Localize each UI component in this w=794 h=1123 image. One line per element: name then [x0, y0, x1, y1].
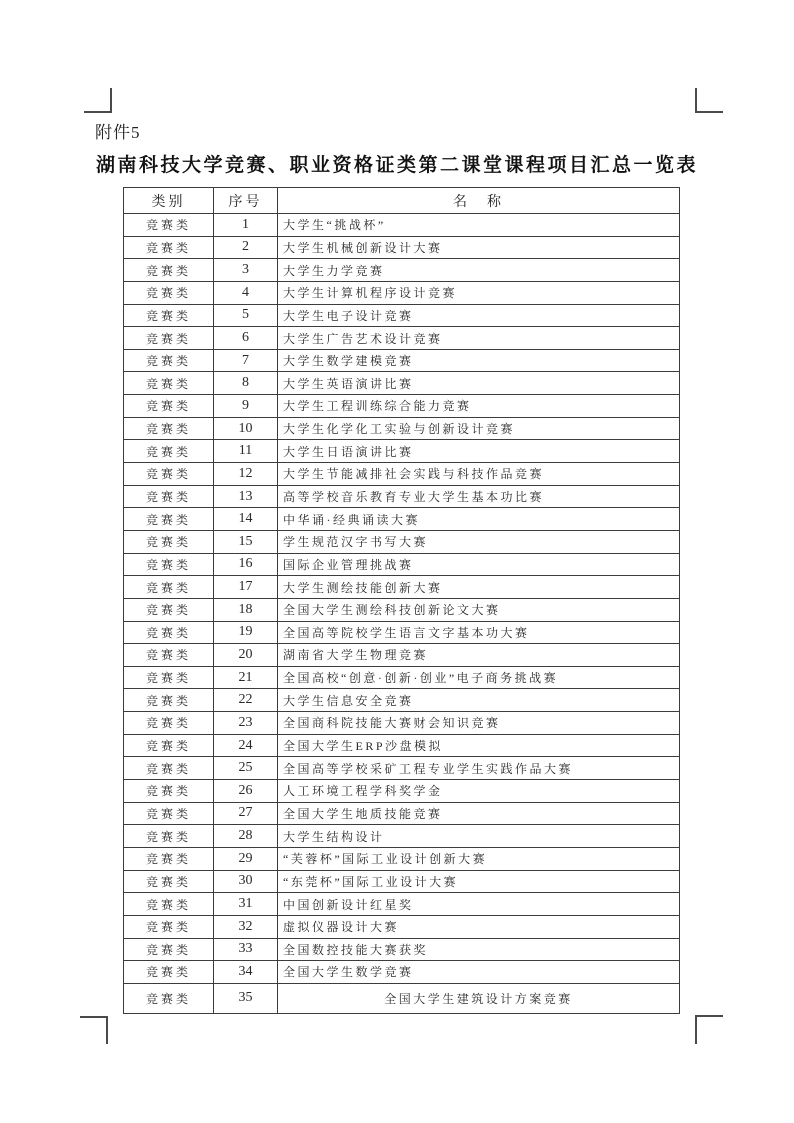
row-name: 大学生结构设计 [283, 829, 385, 844]
row-name: 高等学校音乐教育专业大学生基本功比赛 [283, 490, 545, 504]
row-category: 竞赛类 [124, 463, 214, 485]
table-row [124, 439, 679, 462]
table-row [124, 304, 679, 327]
row-name: 大学生节能减排社会实践与科技作品竞赛 [283, 467, 545, 482]
row-category: 竞赛类 [124, 508, 214, 530]
table-row [124, 802, 679, 825]
row-category: 竞赛类 [124, 689, 214, 711]
row-name: 大学生信息安全竞赛 [283, 693, 414, 708]
row-number: 12 [214, 463, 278, 485]
row-number: 21 [214, 667, 278, 689]
row-category: 竞赛类 [124, 237, 214, 259]
row-number: 13 [214, 486, 278, 508]
row-name: 大学生计算机程序设计竞赛 [283, 286, 458, 301]
row-category: 竞赛类 [124, 939, 214, 961]
row-category: 竞赛类 [124, 667, 214, 689]
row-category: 竞赛类 [124, 622, 214, 644]
table-row [124, 779, 679, 802]
row-number: 18 [214, 599, 278, 621]
row-category: 竞赛类 [124, 531, 214, 553]
table-row [124, 983, 679, 1013]
table-row [124, 892, 679, 915]
table-row [124, 711, 679, 734]
crop-mark-top-left [84, 88, 112, 113]
header-cell-name: 名 称 [453, 194, 504, 210]
summary-table [123, 187, 680, 1014]
row-number: 11 [214, 440, 278, 462]
table-row [124, 756, 679, 779]
table-row [124, 281, 679, 304]
attachment-label: 附件5 [95, 123, 141, 142]
row-number: 31 [214, 893, 278, 915]
row-name: 全国高等院校学生语言文字基本功大赛 [283, 625, 530, 640]
row-category: 竞赛类 [124, 305, 214, 327]
row-category: 竞赛类 [124, 350, 214, 372]
row-category: 竞赛类 [124, 395, 214, 417]
row-name: 全国高校“创意·创新·创业”电子商务挑战赛 [283, 671, 559, 686]
table-row [124, 485, 679, 508]
table-row [124, 870, 679, 893]
row-number: 15 [214, 531, 278, 553]
row-name: 大学生机械创新设计大赛 [283, 240, 443, 255]
row-number: 19 [214, 622, 278, 644]
row-name: 全国大学生建筑设计方案竞赛 [384, 991, 573, 1006]
row-category: 竞赛类 [124, 599, 214, 621]
row-number: 7 [214, 350, 278, 372]
row-number: 34 [214, 961, 278, 983]
row-number: 8 [214, 372, 278, 394]
row-category: 竞赛类 [124, 916, 214, 938]
crop-mark-bottom-left [80, 1016, 108, 1044]
table-row [124, 915, 679, 938]
row-category: 竞赛类 [124, 259, 214, 281]
page-title: 湖南科技大学竞赛、职业资格证类第二课堂课程项目汇总一览表 [95, 155, 698, 176]
row-name: 全国商科院技能大赛财会知识竞赛 [283, 716, 501, 731]
table-row [124, 938, 679, 961]
table-row [124, 688, 679, 711]
crop-mark-bottom-right [695, 1015, 723, 1044]
row-name: 中国创新设计红星奖 [283, 897, 414, 912]
table-row [124, 326, 679, 349]
row-name: 大学生测绘技能创新大赛 [283, 580, 443, 595]
row-category: 竞赛类 [124, 735, 214, 757]
row-category: 竞赛类 [124, 554, 214, 576]
table-row [124, 643, 679, 666]
row-name: 全国大学生数学竞赛 [283, 965, 414, 980]
row-name: 大学生化学化工实验与创新设计竞赛 [283, 422, 516, 437]
row-number: 30 [214, 871, 278, 893]
row-category: 竞赛类 [124, 214, 214, 236]
row-name: 全国高等学校采矿工程专业学生实践作品大赛 [283, 761, 574, 776]
row-name: 大学生力学竞赛 [283, 263, 385, 278]
row-category: 竞赛类 [124, 893, 214, 915]
table-row [124, 507, 679, 530]
row-name: 大学生英语演讲比赛 [283, 376, 414, 391]
row-name: 大学生电子设计竞赛 [283, 308, 414, 323]
header-cell-number: 序号 [214, 188, 278, 213]
row-category: 竞赛类 [124, 848, 214, 870]
row-number: 23 [214, 712, 278, 734]
row-number: 29 [214, 848, 278, 870]
table-row [124, 824, 679, 847]
row-number: 14 [214, 508, 278, 530]
header-cell-category: 类别 [124, 188, 214, 213]
row-category: 竞赛类 [124, 757, 214, 779]
row-number: 24 [214, 735, 278, 757]
table-row [124, 349, 679, 372]
row-name: 虚拟仪器设计大赛 [283, 920, 400, 935]
row-number: 22 [214, 689, 278, 711]
table-row [124, 394, 679, 417]
row-name: 大学生工程训练综合能力竞赛 [283, 399, 472, 414]
row-category: 竞赛类 [124, 418, 214, 440]
row-number: 10 [214, 418, 278, 440]
crop-mark-top-right [695, 88, 723, 113]
row-name: 大学生“挑战杯” [283, 218, 386, 233]
table-row [124, 530, 679, 553]
row-name: “芙蓉杯”国际工业设计创新大赛 [283, 852, 488, 867]
row-number: 20 [214, 644, 278, 666]
row-name: 全国大学生ERP沙盘模拟 [283, 739, 444, 754]
row-number: 25 [214, 757, 278, 779]
table-header-row [124, 188, 679, 213]
row-number: 2 [214, 237, 278, 259]
row-name: “东莞杯”国际工业设计大赛 [283, 874, 459, 889]
row-name: 人工环境工程学科奖学金 [283, 784, 443, 799]
row-category: 竞赛类 [124, 576, 214, 598]
table-row [124, 213, 679, 236]
row-category: 竞赛类 [124, 282, 214, 304]
row-category: 竞赛类 [124, 780, 214, 802]
table-row [124, 598, 679, 621]
table-row [124, 371, 679, 394]
row-name: 大学生广告艺术设计竞赛 [283, 331, 443, 346]
row-name: 全国大学生地质技能竞赛 [283, 806, 443, 821]
table-row [124, 417, 679, 440]
row-number: 5 [214, 305, 278, 327]
row-category: 竞赛类 [124, 712, 214, 734]
table-row [124, 462, 679, 485]
row-number: 6 [214, 327, 278, 349]
row-number: 26 [214, 780, 278, 802]
row-number: 1 [214, 214, 278, 236]
row-number: 4 [214, 282, 278, 304]
row-number: 9 [214, 395, 278, 417]
row-name: 全国大学生测绘科技创新论文大赛 [283, 603, 501, 618]
table-row [124, 666, 679, 689]
row-name: 学生规范汉字书写大赛 [283, 535, 429, 550]
table-row [124, 734, 679, 757]
table-row [124, 960, 679, 983]
row-category: 竞赛类 [124, 440, 214, 462]
row-name: 大学生日语演讲比赛 [283, 444, 414, 459]
table-row [124, 258, 679, 281]
row-category: 竞赛类 [124, 961, 214, 983]
table-row [124, 621, 679, 644]
row-number: 3 [214, 259, 278, 281]
row-number: 17 [214, 576, 278, 598]
row-category: 竞赛类 [124, 825, 214, 847]
row-number: 33 [214, 939, 278, 961]
row-category: 竞赛类 [124, 372, 214, 394]
row-number: 27 [214, 803, 278, 825]
row-number: 28 [214, 825, 278, 847]
row-category: 竞赛类 [124, 984, 214, 1013]
row-name: 国际企业管理挑战赛 [283, 557, 414, 572]
row-category: 竞赛类 [124, 644, 214, 666]
row-name: 中华诵·经典诵读大赛 [283, 512, 420, 527]
table-row [124, 553, 679, 576]
table-body [124, 213, 679, 1013]
table-row [124, 847, 679, 870]
table-row [124, 236, 679, 259]
row-name: 湖南省大学生物理竞赛 [283, 648, 429, 663]
table-row [124, 575, 679, 598]
row-category: 竞赛类 [124, 327, 214, 349]
row-name: 大学生数学建模竞赛 [283, 354, 414, 369]
row-category: 竞赛类 [124, 871, 214, 893]
row-number: 35 [214, 984, 278, 1013]
row-category: 竞赛类 [124, 803, 214, 825]
row-number: 16 [214, 554, 278, 576]
row-category: 竞赛类 [124, 486, 214, 508]
row-name: 全国数控技能大赛获奖 [283, 942, 429, 957]
row-number: 32 [214, 916, 278, 938]
